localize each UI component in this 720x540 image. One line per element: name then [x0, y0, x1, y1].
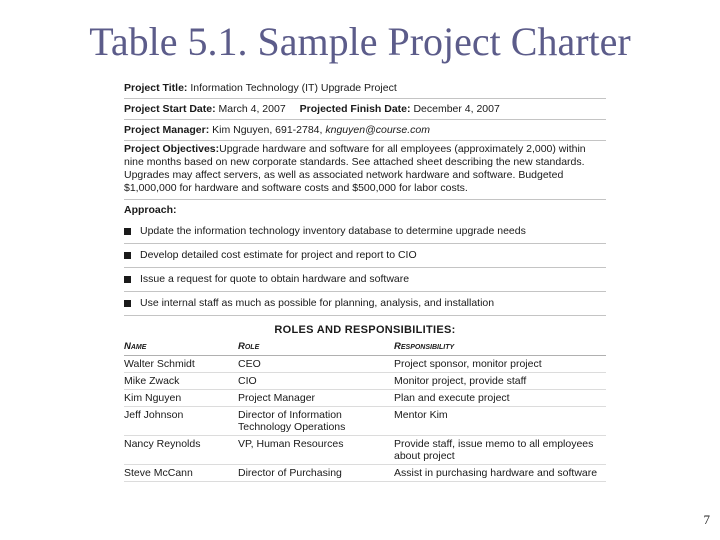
- column-header-name: Name: [124, 339, 238, 356]
- project-dates-row: [124, 99, 606, 120]
- approach-heading-row: [124, 200, 606, 220]
- person-responsibility: Provide staff, issue memo to all employees about project: [394, 436, 606, 465]
- person-responsibility: Project sponsor, monitor project: [394, 356, 606, 373]
- approach-label: Approach:: [124, 203, 177, 216]
- person-name: Mike Zwack: [124, 373, 238, 390]
- person-role: VP, Human Resources: [238, 436, 394, 465]
- approach-item: [124, 244, 606, 268]
- person-name: Kim Nguyen: [124, 390, 238, 407]
- person-name: Steve McCann: [124, 465, 238, 482]
- project-title-label: Project Title:: [124, 81, 188, 94]
- person-responsibility: Assist in purchasing hardware and software: [394, 465, 606, 482]
- finish-date-value: December 4, 2007: [413, 102, 500, 115]
- approach-item-text: Issue a request for quote to obtain hardware and software: [140, 273, 410, 285]
- table-row: [124, 436, 606, 465]
- bullet-square-icon: [124, 300, 131, 307]
- approach-item: [124, 292, 606, 316]
- approach-item-text: Update the information technology inventory database to determine upgrade needs: [140, 225, 526, 237]
- approach-item-text: Develop detailed cost estimate for project and report to CIO: [140, 249, 417, 261]
- approach-item: [124, 268, 606, 292]
- objectives-label: Project Objectives:: [124, 143, 220, 155]
- manager-value: Kim Nguyen, 691-2784,: [212, 123, 323, 136]
- person-name: Walter Schmidt: [124, 356, 238, 373]
- finish-date-label: Projected Finish Date:: [299, 102, 411, 115]
- page-number: 7: [703, 512, 710, 527]
- person-responsibility: Mentor Kim: [394, 407, 606, 436]
- person-role: Director of Information Technology Operations: [238, 407, 394, 436]
- slide-title: Table 5.1. Sample Project Charter: [89, 19, 631, 64]
- table-row: [124, 465, 606, 482]
- person-responsibility: Plan and execute project: [394, 390, 606, 407]
- column-header-role: Role: [238, 339, 394, 356]
- person-role: CIO: [238, 373, 394, 390]
- person-name: Nancy Reynolds: [124, 436, 238, 465]
- table-row: [124, 407, 606, 436]
- start-date-value: March 4, 2007: [218, 102, 286, 115]
- table-row: [124, 373, 606, 390]
- manager-email: knguyen@course.com: [325, 123, 431, 136]
- bullet-square-icon: [124, 228, 131, 235]
- project-title-value: Information Technology (IT) Upgrade Project: [190, 81, 397, 94]
- project-manager-row: [124, 120, 606, 141]
- table-row: [124, 356, 606, 373]
- roles-table: [124, 339, 606, 482]
- person-role: CEO: [238, 356, 394, 373]
- approach-item-text: Use internal staff as much as possible for planning, analysis, and installation: [140, 297, 495, 309]
- roles-heading: ROLES AND RESPONSIBILITIES:: [274, 324, 456, 336]
- person-responsibility: Monitor project, provide staff: [394, 373, 606, 390]
- roles-header-row: [124, 339, 606, 356]
- person-role: Director of Purchasing: [238, 465, 394, 482]
- objectives-block: [124, 141, 606, 200]
- manager-label: Project Manager:: [124, 123, 210, 136]
- person-role: Project Manager: [238, 390, 394, 407]
- objectives-text: Upgrade hardware and software for all employees (approximately 2,000) within nine months based on new corporate standards. See attached sheet describing the new standards. Upgrades may affect servers, as well as associated network hardware and software. Budgeted $1,000,000 for hardware and software costs and $500,000 for labor costs.: [124, 143, 586, 194]
- person-name: Jeff Johnson: [124, 407, 238, 436]
- column-header-responsibility: Responsibility: [394, 339, 606, 356]
- bullet-square-icon: [124, 276, 131, 283]
- project-charter: [124, 78, 606, 482]
- approach-item: [124, 220, 606, 244]
- table-row: [124, 390, 606, 407]
- project-title-row: [124, 78, 606, 99]
- bullet-square-icon: [124, 252, 131, 259]
- start-date-label: Project Start Date:: [124, 102, 216, 115]
